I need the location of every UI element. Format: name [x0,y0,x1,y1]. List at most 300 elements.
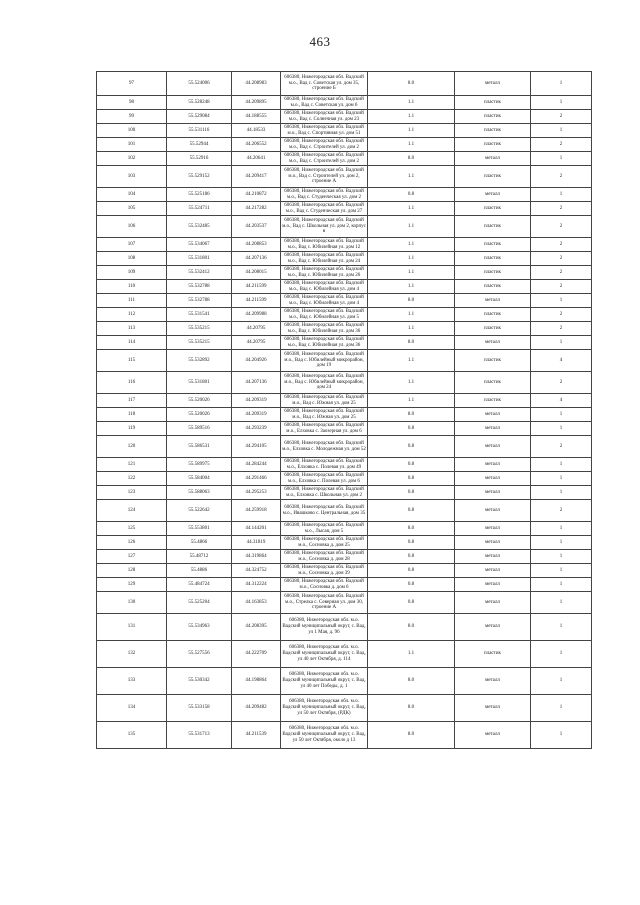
page-number: 463 [309,34,331,49]
table-row [97,216,592,238]
address-cell: 606380, Нижегородская обл. м.о. Вадский муниципальный округ, с. Вад, ул 50 лет Октября, (РДК) [281,695,368,722]
row-number: 115 [97,350,167,372]
material-cell: металл [455,458,531,472]
address-cell: 606380, Нижегородская обл. м.о. Вадский муниципальный округ, с. Вад, ул 50 лет Октября, около д 13 [281,722,368,749]
longitude-cell: 44.209895 [232,96,281,110]
count-cell: 1 [531,522,592,536]
volume-cell: 1.1 [368,322,455,336]
volume-cell: 0.8 [368,188,455,202]
material-cell: металл [455,668,531,695]
row-number: 102 [97,152,167,166]
material-cell: пластик [455,280,531,294]
material-cell: металл [455,486,531,500]
table-row [97,72,592,96]
latitude-cell: 55.48712 [167,550,232,564]
volume-cell: 8.0 [368,152,455,166]
address-cell: 606380, Нижегородская обл. Вадский м.о., Сосновка д. дом 28 [281,550,368,564]
table-row [97,614,592,641]
table-row [97,110,592,124]
count-cell: 1 [531,96,592,110]
longitude-cell: 44.209482 [232,695,281,722]
address-cell: 606380, Нижегородская обл. Вадский м.о., Вад с. Юбилейная ул. дом 4 [281,280,368,294]
row-number: 114 [97,336,167,350]
latitude-cell: 55.524006 [167,72,232,96]
address-cell: 606380, Нижегородская обл. Вадский м.о., Вад с. Строителей ул. дом 2 [281,152,368,166]
count-cell: 1 [531,188,592,202]
material-cell: пластик [455,252,531,266]
row-number: 133 [97,668,167,695]
longitude-cell: 44.188555 [232,110,281,124]
container-sites-table [96,71,592,749]
latitude-cell: 55.531801 [167,252,232,266]
longitude-cell: 44.294105 [232,436,281,458]
count-cell: 2 [531,110,592,124]
volume-cell: 8.0 [368,614,455,641]
latitude-cell: 55.529084 [167,110,232,124]
latitude-cell: 55.589975 [167,458,232,472]
material-cell: металл [455,422,531,436]
count-cell: 1 [531,668,592,695]
table-row [97,294,592,308]
count-cell: 2 [531,372,592,394]
address-cell: 606380, Нижегородская обл. Вадский м.о., Стрелка с. Северная ул. дом 30, строение А [281,592,368,614]
row-number: 120 [97,436,167,458]
longitude-cell: 44.211599 [232,280,281,294]
latitude-cell: 55.484724 [167,578,232,592]
count-cell: 1 [531,486,592,500]
latitude-cell: 55.522642 [167,500,232,522]
volume-cell: 0.8 [368,592,455,614]
latitude-cell: 55.525186 [167,188,232,202]
count-cell: 1 [531,536,592,550]
volume-cell: 1.1 [368,96,455,110]
material-cell: металл [455,500,531,522]
longitude-cell: 44.211599 [232,294,281,308]
material-cell: пластик [455,110,531,124]
latitude-cell: 55.4886 [167,564,232,578]
latitude-cell: 55.52944 [167,138,232,152]
table-row [97,641,592,668]
address-cell: 606380, Нижегородская обл. Вадский м.о., Сосновка д. дом 6 [281,578,368,592]
address-cell: 606380, Нижегородская обл. Вадский м.о., Вад с. Южная ул. дом 25 [281,408,368,422]
longitude-cell: 44.204926 [232,350,281,372]
table-row [97,188,592,202]
material-cell: пластик [455,641,531,668]
address-cell: 606380, Нижегородская обл. Вадский м.о., Лысая, дом 5 [281,522,368,536]
material-cell: металл [455,536,531,550]
volume-cell: 0.8 [368,536,455,550]
table-row [97,124,592,138]
latitude-cell: 55.532412 [167,266,232,280]
longitude-cell: 44.210872 [232,188,281,202]
latitude-cell: 55.532485 [167,216,232,238]
longitude-cell: 44.319864 [232,550,281,564]
longitude-cell: 44.20641 [232,152,281,166]
longitude-cell: 44.18533 [232,124,281,138]
count-cell: 2 [531,238,592,252]
address-cell: 606380, Нижегородская обл. Вадский м.о., Вад с. Юбилейный микрорайон, дом 24 [281,372,368,394]
table-row [97,322,592,336]
volume-cell: 0.8 [368,500,455,522]
table-row [97,500,592,522]
row-number: 116 [97,372,167,394]
volume-cell: 1.1 [368,138,455,152]
latitude-cell: 55.535215 [167,322,232,336]
longitude-cell: 44.31819 [232,536,281,550]
count-cell: 1 [531,695,592,722]
count-cell: 2 [531,138,592,152]
material-cell: металл [455,294,531,308]
table-row [97,166,592,188]
count-cell: 1 [531,422,592,436]
count-cell: 1 [531,152,592,166]
volume-cell: 8.0 [368,522,455,536]
material-cell: металл [455,522,531,536]
volume-cell: 1.1 [368,110,455,124]
count-cell: 2 [531,202,592,216]
table-row [97,152,592,166]
latitude-cell: 55.530342 [167,668,232,695]
row-number: 111 [97,294,167,308]
latitude-cell: 55.588063 [167,486,232,500]
address-cell: 606380, Нижегородская обл. Вадский м.о., Вад с. Советская ул. дом 6 [281,96,368,110]
material-cell: пластик [455,96,531,110]
count-cell: 1 [531,550,592,564]
latitude-cell: 55.534963 [167,614,232,641]
latitude-cell: 55.586531 [167,436,232,458]
count-cell: 2 [531,216,592,238]
longitude-cell: 44.20795 [232,322,281,336]
table-row [97,472,592,486]
row-number: 118 [97,408,167,422]
longitude-cell: 44.208983 [232,72,281,96]
volume-cell: 1.1 [368,308,455,322]
table-row [97,522,592,536]
table-row [97,280,592,294]
row-number: 132 [97,641,167,668]
volume-cell: 8.0 [368,336,455,350]
address-cell: 606380, Нижегородская обл. Вадский м.о., Вад с. Юбилейная ул. дом 24 [281,252,368,266]
material-cell: металл [455,578,531,592]
table-row [97,458,592,472]
table-row [97,436,592,458]
table-row [97,578,592,592]
address-cell: 606380, Нижегородская обл. Вадский м.о., Вад с. Юбилейная ул. дом 12 [281,238,368,252]
count-cell: 1 [531,294,592,308]
row-number: 129 [97,578,167,592]
row-number: 107 [97,238,167,252]
longitude-cell: 44.20795 [232,336,281,350]
longitude-cell: 44.206552 [232,138,281,152]
latitude-cell: 55.532788 [167,280,232,294]
address-cell: 606380, Нижегородская обл. Вадский м.о., Вад с. Солнечная ул. дом 23 [281,110,368,124]
material-cell: пластик [455,216,531,238]
address-cell: 606380, Нижегородская обл. Вадский м.о., Сосновка д. дом 25 [281,536,368,550]
row-number: 110 [97,280,167,294]
count-cell: 1 [531,124,592,138]
latitude-cell: 55.527556 [167,641,232,668]
longitude-cell: 44.291466 [232,472,281,486]
row-number: 106 [97,216,167,238]
longitude-cell: 44.203537 [232,216,281,238]
address-cell: 606380, Нижегородская обл. Вадский м.о., Вад с. Юбилейный микрорайон, дом 19 [281,350,368,372]
latitude-cell: 55.531801 [167,372,232,394]
latitude-cell: 55.531541 [167,308,232,322]
count-cell: 2 [531,308,592,322]
longitude-cell: 44.295253 [232,486,281,500]
count-cell: 1 [531,336,592,350]
count-cell: 1 [531,578,592,592]
volume-cell: 1.1 [368,280,455,294]
table-row [97,592,592,614]
row-number: 103 [97,166,167,188]
row-number: 101 [97,138,167,152]
table-row [97,138,592,152]
row-number: 108 [97,252,167,266]
longitude-cell: 44.209988 [232,308,281,322]
latitude-cell: 55.524711 [167,202,232,216]
table-row [97,564,592,578]
longitude-cell: 44.208395 [232,614,281,641]
latitude-cell: 55.520026 [167,394,232,408]
address-cell: 606380, Нижегородская обл. Вадский м.о., Вад с. Юбилейная ул. дом 4 [281,294,368,308]
latitude-cell: 55.533158 [167,695,232,722]
material-cell: пластик [455,166,531,188]
table-row [97,308,592,322]
material-cell: пластик [455,238,531,252]
row-number: 134 [97,695,167,722]
table-row [97,422,592,436]
address-cell: 606380, Нижегородская обл. Вадский м.о., Елховка с. Заозерная ул. дом 6 [281,422,368,436]
volume-cell: 1.1 [368,238,455,252]
row-number: 131 [97,614,167,641]
address-cell: 606380, Нижегородская обл. м.о. Вадский муниципальный округ, с. Вад, ул 40 лет Октября, д. 114 [281,641,368,668]
latitude-cell: 55.553801 [167,522,232,536]
longitude-cell: 44.207136 [232,372,281,394]
longitude-cell: 44.207136 [232,252,281,266]
row-number: 112 [97,308,167,322]
material-cell: металл [455,436,531,458]
address-cell: 606380, Нижегородская обл. Вадский м.о., Сосновка д. дом 39 [281,564,368,578]
row-number: 97 [97,72,167,96]
volume-cell: 0.8 [368,422,455,436]
volume-cell: 8.0 [368,668,455,695]
row-number: 100 [97,124,167,138]
longitude-cell: 44.284244 [232,458,281,472]
count-cell: 4 [531,394,592,408]
address-cell: 606380, Нижегородская обл. Вадский м.о., Вад с. Юбилейная ул. дом 36 [281,322,368,336]
count-cell: 1 [531,458,592,472]
table-row [97,96,592,110]
material-cell: металл [455,592,531,614]
table-row [97,668,592,695]
row-number: 122 [97,472,167,486]
table-row [97,536,592,550]
row-number: 98 [97,96,167,110]
address-cell: 606380, Нижегородская обл. Вадский м.о., Елховка с. Школьная ул. дом 2 [281,486,368,500]
volume-cell: 0.8 [368,564,455,578]
count-cell: 1 [531,614,592,641]
address-cell: 606380, Нижегородская обл. Вадский м.о., Вад с. Школьная ул. дом 2, корпус в [281,216,368,238]
table-row [97,486,592,500]
address-cell: 606380, Нижегородская обл. Вадский м.о., Вад с. Юбилейная ул. дом 36 [281,336,368,350]
count-cell: 2 [531,500,592,522]
material-cell: пластик [455,266,531,280]
volume-cell: 1.1 [368,641,455,668]
material-cell: пластик [455,394,531,408]
volume-cell: 1.1 [368,216,455,238]
material-cell: металл [455,152,531,166]
longitude-cell: 44.324752 [232,564,281,578]
count-cell: 1 [531,592,592,614]
address-cell: 606380, Нижегородская обл. Вадский м.о., Ивашково с. Центральная, дом 35 [281,500,368,522]
volume-cell: 0.8 [368,472,455,486]
address-cell: 606380, Нижегородская обл. Вадский м.о., Вад с. Студенческая ул. дом 27 [281,202,368,216]
longitude-cell: 44.163853 [232,592,281,614]
row-number: 123 [97,486,167,500]
volume-cell: 1.1 [368,266,455,280]
row-number: 124 [97,500,167,522]
material-cell: пластик [455,308,531,322]
longitude-cell: 44.144201 [232,522,281,536]
row-number: 127 [97,550,167,564]
volume-cell: 8.0 [368,722,455,749]
latitude-cell: 55.531116 [167,124,232,138]
material-cell: пластик [455,322,531,336]
volume-cell: 1.1 [368,124,455,138]
count-cell: 1 [531,641,592,668]
longitude-cell: 44.209319 [232,394,281,408]
count-cell: 2 [531,322,592,336]
row-number: 125 [97,522,167,536]
latitude-cell: 55.534067 [167,238,232,252]
table-row [97,252,592,266]
longitude-cell: 44.209417 [232,166,281,188]
count-cell: 2 [531,436,592,458]
table-row [97,350,592,372]
longitude-cell: 44.211539 [232,722,281,749]
longitude-cell: 44.222709 [232,641,281,668]
volume-cell: 1.1 [368,394,455,408]
count-cell: 2 [531,266,592,280]
longitude-cell: 44.208853 [232,238,281,252]
latitude-cell: 55.532892 [167,350,232,372]
latitude-cell: 55.520026 [167,408,232,422]
material-cell: металл [455,188,531,202]
address-cell: 606380, Нижегородская обл. Вадский м.о., Вад с. Юбилейная ул. дом 5 [281,308,368,322]
count-cell: 1 [531,472,592,486]
row-number: 121 [97,458,167,472]
material-cell: металл [455,550,531,564]
count-cell: 2 [531,166,592,188]
table-row [97,394,592,408]
volume-cell: 8.0 [368,72,455,96]
count-cell: 4 [531,350,592,372]
row-number: 117 [97,394,167,408]
material-cell: пластик [455,202,531,216]
longitude-cell: 44.198864 [232,668,281,695]
volume-cell: 1.1 [368,372,455,394]
volume-cell: 8.0 [368,695,455,722]
address-cell: 606380, Нижегородская обл. Вадский м.о., Вад с. Студенческая ул. дом 2 [281,188,368,202]
address-cell: 606380, Нижегородская обл. Вадский м.о., Елховка с. Молодежная ул. дом 52 [281,436,368,458]
volume-cell: 0.8 [368,578,455,592]
count-cell: 2 [531,280,592,294]
latitude-cell: 55.589516 [167,422,232,436]
count-cell: 1 [531,564,592,578]
latitude-cell: 55.525204 [167,592,232,614]
material-cell: металл [455,695,531,722]
latitude-cell: 55.4866 [167,536,232,550]
longitude-cell: 44.293239 [232,422,281,436]
table-row [97,722,592,749]
longitude-cell: 44.259918 [232,500,281,522]
material-cell: металл [455,72,531,96]
address-cell: 606380, Нижегородская обл. Вадский м.о., Вад с. Южная ул. дом 25 [281,394,368,408]
count-cell: 1 [531,722,592,749]
volume-cell: 1.1 [368,202,455,216]
address-cell: 606380, Нижегородская обл. Вадский м.о., Елховка с. Полевая ул. дом 49 [281,458,368,472]
longitude-cell: 44.209319 [232,408,281,422]
address-cell: 606380, Нижегородская обл. Вадский м.о., Вад с. Строителей ул. дом 2, строение А [281,166,368,188]
volume-cell: 0.8 [368,458,455,472]
longitude-cell: 44.217282 [232,202,281,216]
row-number: 130 [97,592,167,614]
address-cell: 606380, Нижегородская обл. Вадский м.о., Елховка с. Полевая ул. дом 6 [281,472,368,486]
volume-cell: 1.1 [368,252,455,266]
material-cell: пластик [455,138,531,152]
table-row [97,550,592,564]
latitude-cell: 55.532788 [167,294,232,308]
address-cell: 606380, Нижегородская обл. Вадский м.о., Вад с. Советская ул. дом 35, строение Б [281,72,368,96]
material-cell: металл [455,408,531,422]
row-number: 126 [97,536,167,550]
material-cell: металл [455,564,531,578]
row-number: 135 [97,722,167,749]
table-row [97,266,592,280]
address-cell: 606380, Нижегородская обл. Вадский м.о., Вад с. Юбилейная ул. дом 26 [281,266,368,280]
row-number: 104 [97,188,167,202]
material-cell: металл [455,722,531,749]
latitude-cell: 55.584004 [167,472,232,486]
latitude-cell: 55.528248 [167,96,232,110]
volume-cell: 8.0 [368,294,455,308]
address-cell: 606380, Нижегородская обл. Вадский м.о., Вад с. Спортивная ул. дом 51 [281,124,368,138]
material-cell: металл [455,336,531,350]
volume-cell: 0.8 [368,486,455,500]
count-cell: 1 [531,72,592,96]
row-number: 105 [97,202,167,216]
material-cell: металл [455,472,531,486]
table-row [97,202,592,216]
address-cell: 606380, Нижегородская обл. Вадский м.о., Вад с. Строителей ул. дом 2 [281,138,368,152]
row-number: 109 [97,266,167,280]
row-number: 128 [97,564,167,578]
row-number: 119 [97,422,167,436]
table-row [97,372,592,394]
volume-cell: 0.8 [368,436,455,458]
count-cell: 1 [531,408,592,422]
table-row [97,408,592,422]
count-cell: 2 [531,252,592,266]
material-cell: пластик [455,124,531,138]
address-cell: 606380, Нижегородская обл. м.о. Вадский муниципальный округ, с. Вад, ул 1 Мая, д. 96 [281,614,368,641]
table-row [97,238,592,252]
latitude-cell: 55.52916 [167,152,232,166]
table-row [97,695,592,722]
volume-cell: 0.8 [368,550,455,564]
row-number: 99 [97,110,167,124]
